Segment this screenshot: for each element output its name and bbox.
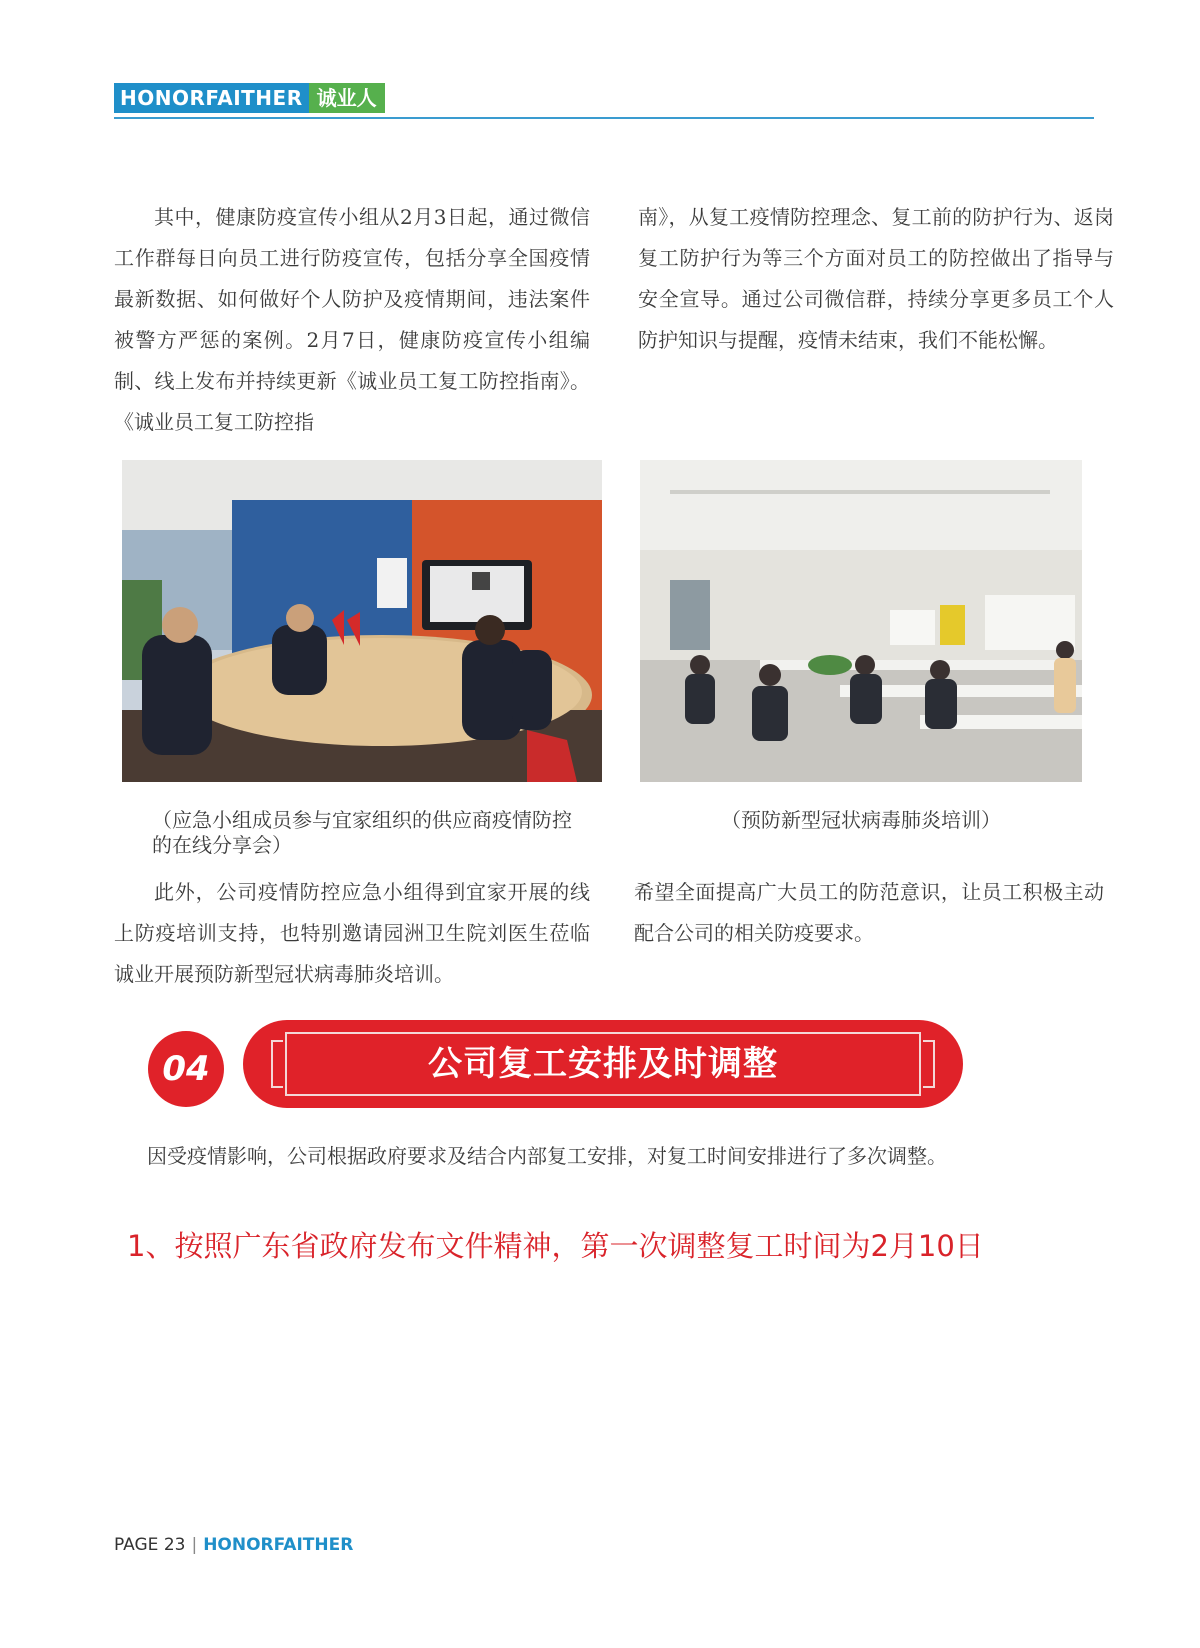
section-number-badge: 04 bbox=[148, 1031, 224, 1107]
section-intro: 因受疫情影响，公司根据政府要求及结合内部复工安排，对复工时间安排进行了多次调整。 bbox=[147, 1144, 947, 1168]
photo-caption-meeting: （应急小组成员参与宜家组织的供应商疫情防控的在线分享会） bbox=[152, 808, 572, 857]
page-number: PAGE 23 bbox=[114, 1535, 186, 1555]
step-heading-1: 1、按照广东省政府发布文件精神，第一次调整复工时间为2月10日 bbox=[127, 1229, 984, 1263]
article-paragraph-col2-b: 希望全面提高广大员工的防范意识，让员工积极主动配合公司的相关防疫要求。 bbox=[634, 880, 1104, 945]
article-paragraph-col1: 其中，健康防疫宣传小组从2月3日起，通过微信工作群每日向员工进行防疫宣传，包括分享全国疫情最新数据、如何做好个人防护及疫情期间，违法案件被警方严惩的案例。2月7日，健康防疫宣传小组编制、线上发布并持续更新《诚业员工复工防控指南》。《诚业员工复工防控指 bbox=[114, 205, 590, 434]
photo-online-sharing-meeting bbox=[122, 460, 602, 782]
header-divider bbox=[114, 117, 1094, 119]
photo-caption-training: （预防新型冠状病毒肺炎培训） bbox=[721, 808, 1001, 832]
header-brand bbox=[114, 83, 385, 113]
brand-name-cn: 诚业人 bbox=[309, 83, 385, 113]
article-paragraph-col2: 南》，从复工疫情防控理念、复工前的防护行为、返岗复工防护行为等三个方面对员工的防控做出了指导与安全宣导。通过公司微信群，持续分享更多员工个人防护知识与提醒，疫情未结束，我们不能松懈。 bbox=[638, 205, 1114, 352]
footer-separator: | bbox=[191, 1535, 198, 1555]
page-footer bbox=[114, 1533, 353, 1557]
photo-pneumonia-training bbox=[640, 460, 1082, 782]
brand-name-en: HONORFAITHER bbox=[114, 83, 309, 113]
footer-brand: HONORFAITHER bbox=[203, 1535, 354, 1555]
section-title-banner bbox=[243, 1020, 963, 1108]
article-paragraph-col1-b: 此外，公司疫情防控应急小组得到宜家开展的线上防疫培训支持，也特别邀请园洲卫生院刘医生莅临诚业开展预防新型冠状病毒肺炎培训。 bbox=[114, 880, 590, 986]
section-title: 公司复工安排及时调整 bbox=[428, 1044, 778, 1084]
